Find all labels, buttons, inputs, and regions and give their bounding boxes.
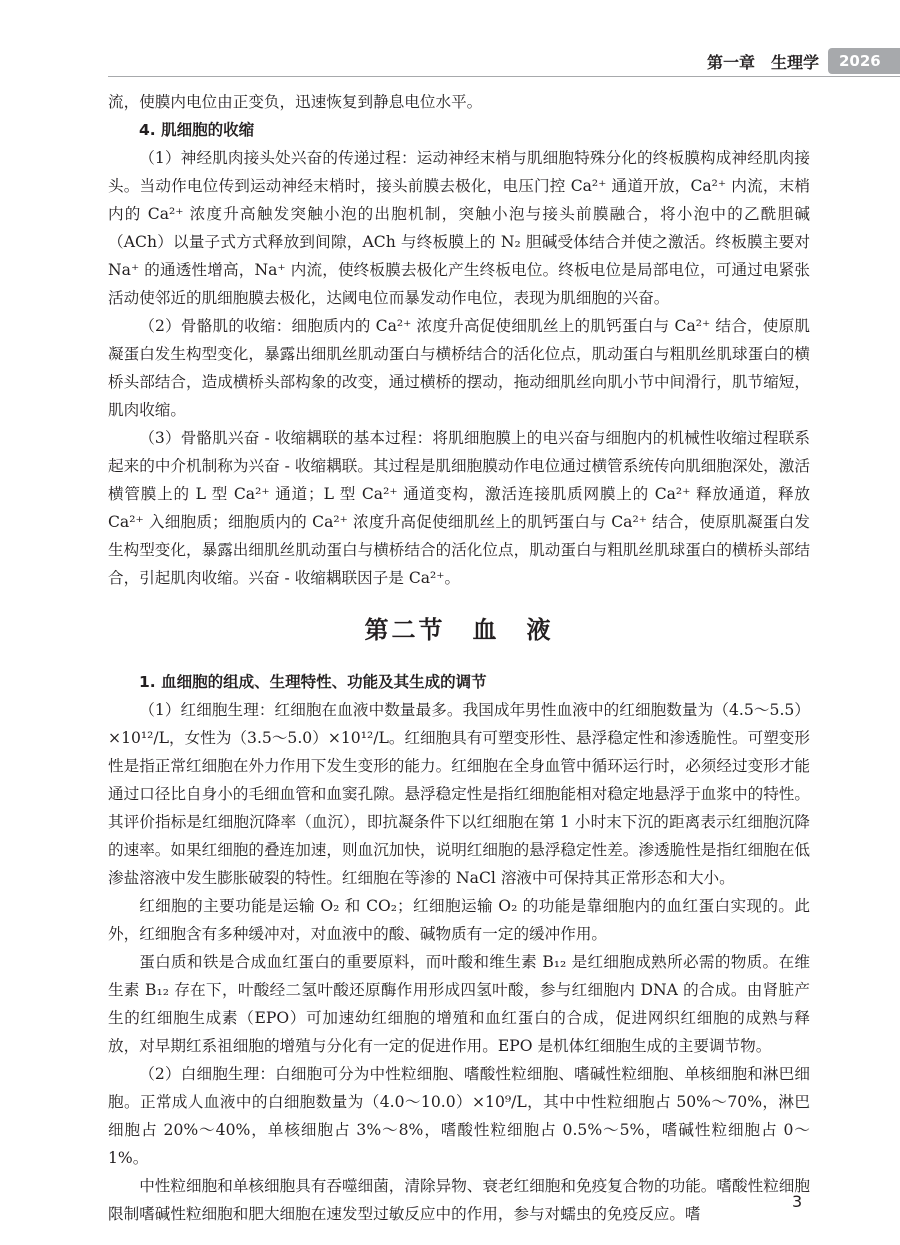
paragraph-neuromuscular-junction: （1）神经肌肉接头处兴奋的传递过程：运动神经末梢与肌细胞特殊分化的终板膜构成神经肌肉接头。当动作电位传到运动神经末梢时，接头前膜去极化，电压门控 Ca²⁺ 通道开放，Ca²⁺ 内流，末梢内的 Ca²⁺ 浓度升高触发突触小泡的出胞机制，突触小泡与接头前膜融合，将小泡中的乙酰胆碱（ACh）以量子式方式释放到间隙，ACh 与终板膜上的 N₂ 胆碱受体结合并使之激活。终板膜主要对 Na⁺ 的通透性增高，Na⁺ 内流，使终板膜去极化产生终板电位。终板电位是局部电位，可通过电紧张活动使邻近的肌细胞膜去极化，达阈电位而暴发动作电位，表现为肌细胞的兴奋。 — [108, 149, 810, 307]
paragraph-neutrophil-function: 中性粒细胞和单核细胞具有吞噬细菌，清除异物、衰老红细胞和免疫复合物的功能。嗜酸性粒细胞限制嗜碱性粒细胞和肥大细胞在速发型过敏反应中的作用，参与对蠕虫的免疫反应。嗜 — [108, 1177, 810, 1223]
paragraph-skeletal-muscle-contraction: （2）骨骼肌的收缩：细胞质内的 Ca²⁺ 浓度升高促使细肌丝上的肌钙蛋白与 Ca²⁺ 结合，使原肌凝蛋白发生构型变化，暴露出细肌丝肌动蛋白与横桥结合的活化位点，肌动蛋白与粗肌丝肌球蛋白的横桥头部结合，造成横桥头部构象的改变，通过横桥的摆动，拖动细肌丝向肌小节中间滑行，肌节缩短，肌肉收缩。 — [108, 317, 810, 419]
page-number: 3 — [792, 1192, 803, 1211]
header-divider — [108, 76, 900, 77]
paragraph-hemoglobin-synthesis: 蛋白质和铁是合成血红蛋白的重要原料，而叶酸和维生素 B₁₂ 是红细胞成熟所必需的物质。在维生素 B₁₂ 存在下，叶酸经二氢叶酸还原酶作用形成四氢叶酸，参与红细胞内 DNA 的合成。由肾脏产生的红细胞生成素（EPO）可加速幼红细胞的增殖和血红蛋白的合成，促进网织红细胞的成熟与释放，对早期红系祖细胞的增殖与分化有一定的促进作用。EPO 是机体红细胞生成的主要调节物。 — [108, 953, 810, 1055]
page-body — [108, 88, 810, 1228]
section-title-blood: 第二节 血 液 — [364, 616, 554, 644]
paragraph-excitation-contraction-coupling: （3）骨骼肌兴奋 - 收缩耦联的基本过程：将肌细胞膜上的电兴奋与细胞内的机械性收缩过程联系起来的中介机制称为兴奋 - 收缩耦联。其过程是肌细胞膜动作电位通过横管系统传向肌细胞深处，激活横管膜上的 L 型 Ca²⁺ 通道；L 型 Ca²⁺ 通道变构，激活连接肌质网膜上的 Ca²⁺ 释放通道，释放 Ca²⁺ 入细胞质；细胞质内的 Ca²⁺ 浓度升高促使细肌丝上的肌钙蛋白与 Ca²⁺ 结合，使原肌凝蛋白发生构型变化，暴露出细肌丝肌动蛋白与横桥结合的活化位点，肌动蛋白与粗肌丝肌球蛋白的横桥头部结合，引起肌肉收缩。兴奋 - 收缩耦联因子是 Ca²⁺。 — [108, 429, 810, 587]
paragraph-red-blood-cell-function: 红细胞的主要功能是运输 O₂ 和 CO₂；红细胞运输 O₂ 的功能是靠细胞内的血红蛋白实现的。此外，红细胞含有多种缓冲对，对血液中的酸、碱物质有一定的缓冲作用。 — [108, 897, 810, 943]
paragraph-continuation: 流，使膜内电位由正变负，迅速恢复到静息电位水平。 — [108, 93, 483, 111]
running-header-chapter: 第一章 生理学 — [707, 53, 820, 72]
heading-muscle-contraction: 4. 肌细胞的收缩 — [139, 121, 255, 139]
running-header-year-badge: 2026 — [828, 48, 900, 74]
heading-blood-cells: 1. 血细胞的组成、生理特性、功能及其生成的调节 — [139, 673, 487, 691]
paragraph-white-blood-cell-physiology: （2）白细胞生理：白细胞可分为中性粒细胞、嗜酸性粒细胞、嗜碱性粒细胞、单核细胞和淋巴细胞。正常成人血液中的白细胞数量为（4.0～10.0）×10⁹/L，其中中性粒细胞占 50%～70%，淋巴细胞占 20%～40%，单核细胞占 3%～8%，嗜酸性粒细胞占 0.5%～5%，嗜碱性粒细胞占 0～1%。 — [108, 1065, 810, 1167]
paragraph-red-blood-cell-physiology: （1）红细胞生理：红细胞在血液中数量最多。我国成年男性血液中的红细胞数量为（4.5～5.5）×10¹²/L，女性为（3.5～5.0）×10¹²/L。红细胞具有可塑变形性、悬浮稳定性和渗透脆性。可塑变形性是指正常红细胞在外力作用下发生变形的能力。红细胞在全身血管中循环运行时，必须经过变形才能通过口径比自身小的毛细血管和血窦孔隙。悬浮稳定性是指红细胞能相对稳定地悬浮于血浆中的特性。其评价指标是红细胞沉降率（血沉），即抗凝条件下以红细胞在第 1 小时末下沉的距离表示红细胞沉降的速率。如果红细胞的叠连加速，则血沉加快，说明红细胞的悬浮稳定性差。渗透脆性是指红细胞在低渗盐溶液中发生膨胀破裂的特性。红细胞在等渗的 NaCl 溶液中可保持其正常形态和大小。 — [108, 701, 810, 887]
